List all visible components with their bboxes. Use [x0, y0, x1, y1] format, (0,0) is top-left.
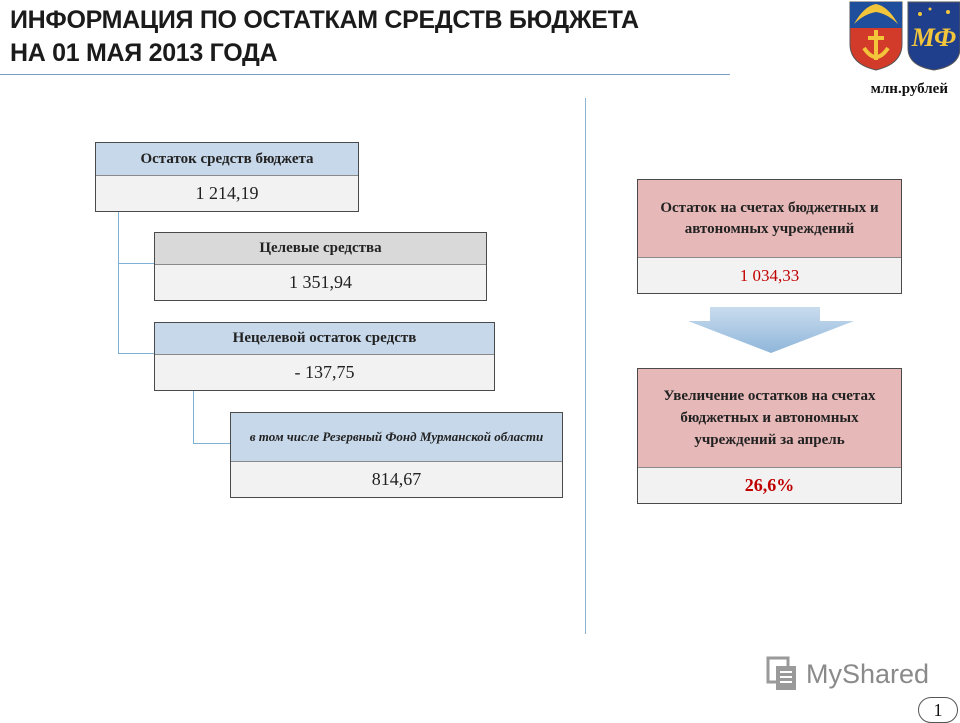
budget-balance-box	[95, 142, 359, 212]
non-target-balance-label: Нецелевой остаток средств	[155, 323, 494, 355]
connector-line	[193, 443, 230, 444]
reserve-fund-label: в том числе Резервный Фонд Мурманской области	[231, 413, 562, 462]
title-line-1: ИНФОРМАЦИЯ ПО ОСТАТКАМ СРЕДСТВ БЮДЖЕТА	[10, 6, 639, 34]
page-number: 1	[918, 697, 958, 723]
budget-balance-label: Остаток средств бюджета	[96, 143, 358, 176]
murmansk-coat-of-arms-icon	[848, 0, 904, 72]
target-funds-label: Целевые средства	[155, 233, 486, 265]
myshared-logo-icon	[766, 656, 800, 692]
connector-line	[118, 210, 119, 354]
svg-text:МФ: МФ	[911, 23, 957, 52]
connector-line	[193, 389, 194, 443]
target-funds-value: 1 351,94	[155, 265, 486, 300]
connector-line	[118, 353, 154, 354]
institutions-balance-box	[637, 179, 902, 294]
connector-line	[118, 263, 154, 264]
watermark	[766, 656, 929, 692]
column-separator	[585, 98, 586, 634]
title-divider	[0, 74, 730, 75]
institutions-balance-label: Остаток на счетах бюджетных и автономных учреждений	[638, 180, 901, 258]
page-title	[10, 4, 639, 70]
title-line-2: НА 01 МАЯ 2013 ГОДА	[10, 39, 278, 67]
unit-label: млн.рублей	[870, 81, 948, 97]
reserve-fund-value: 814,67	[231, 462, 562, 497]
increase-value: 26,6%	[638, 468, 901, 503]
non-target-balance-value: - 137,75	[155, 355, 494, 390]
reserve-fund-box	[230, 412, 563, 498]
ministry-emblem-icon	[906, 0, 960, 72]
down-arrow-icon	[688, 307, 854, 353]
budget-balance-value: 1 214,19	[96, 176, 358, 211]
increase-box	[637, 368, 902, 504]
institutions-balance-value: 1 034,33	[638, 258, 901, 293]
increase-label: Увеличение остатков на счетах бюджетных и автономных учреждений за апрель	[638, 369, 901, 468]
watermark-text: MyShared	[806, 658, 930, 689]
non-target-balance-box	[154, 322, 495, 391]
target-funds-box	[154, 232, 487, 301]
